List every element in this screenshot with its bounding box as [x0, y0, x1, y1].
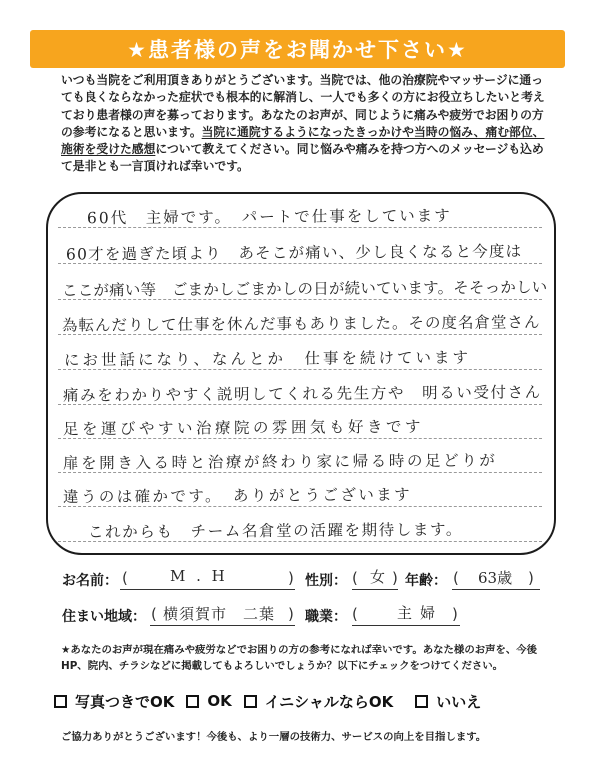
option-label: イニシャルならOK [264, 692, 394, 711]
paren-open: ( [352, 605, 358, 623]
intro-text-part2: について教えてください。同じ悩みや痛みを持つ方へのメッセージも込めて是非とも一言頂ければ幸いです。 [61, 142, 544, 174]
paren-close: ) [288, 569, 294, 587]
paren-close: ) [452, 605, 458, 623]
job-value: 主婦 [397, 604, 444, 622]
testimonial-line-8: 扉を開き入る時と治療が終わり家に帰る時の足どりが [62, 451, 498, 473]
intro-text [61, 72, 551, 176]
paren-open: ( [352, 569, 358, 587]
testimonial-line-5: にお世話になり、なんとか 仕事を続けています [63, 348, 472, 370]
name-label: お名前： [62, 573, 118, 589]
intro-underlined: 当院に通院するようになったきっかけや当時の悩み、痛む部位、施術を受けた感想 [61, 124, 545, 157]
option-label: OK [207, 692, 232, 710]
testimonial-line-4: 為転んだりして仕事を休んだ事もありました。その度名倉堂さん [61, 313, 541, 335]
title-banner: ★患者様の声をお聞かせ下さい★ [30, 30, 565, 68]
consent-options [54, 690, 554, 712]
footer-thanks: ご協力ありがとうございます！今後も、より一層の技術力、サービスの向上を目指します。 [61, 731, 487, 743]
job-label: 職業： [305, 609, 347, 625]
age-underline [452, 589, 540, 590]
paren-open: ( [453, 569, 459, 587]
option-label: いいえ [436, 692, 482, 711]
testimonial-line-6: 痛みをわかりやすく説明してくれる先生方や 明るい受付さん [62, 383, 542, 405]
intro-text-part1: いつも当院をご利用頂きありがとうございます。当院では、他の治療院やマッサージに通っても良くならなかった症状でも根本的に解消し、一人でも多くの方にお役立ちしたいと考えており患者様の声を募っております。あなたのお声が、同じように痛みや疲労でお困りの方の参考になると思います。 [61, 73, 545, 139]
checkbox[interactable] [54, 695, 67, 708]
testimonial-line-10: これからも チーム名倉堂の活躍を期待します。 [87, 520, 464, 542]
gender-underline [352, 589, 398, 590]
testimonial-line-3: ここが痛い等 ごまかしごまかしの日が続いています。そそっかしい [61, 278, 548, 300]
paren-close: ) [288, 605, 294, 623]
consent-note: ★あなたのお声が現在痛みや疲労などでお困りの方の参考になれば幸いです。あなた様のお声を、今後HP、院内、チラシなどに掲載してもよろしいでしょうか？以下にチェックをつけてください。 [61, 644, 538, 672]
testimonial-line-2: 60才を過ぎた頃より あそこが痛い、少し良くなると今度は [65, 242, 523, 264]
option-no[interactable] [415, 691, 481, 712]
paren-close: ) [392, 569, 398, 587]
testimonial-line-7: 足を運びやすい治療院の雰囲気も好きです [62, 417, 425, 439]
checkbox[interactable] [244, 695, 257, 708]
checkbox[interactable] [186, 695, 199, 708]
job-underline [352, 625, 460, 626]
age-value: 63歳 [478, 569, 513, 587]
gender-label: 性別： [305, 573, 347, 589]
option-ok[interactable] [186, 692, 231, 710]
paren-open: ( [151, 605, 157, 623]
testimonial-line-9: 違うのは確かです。 ありがとうございます [62, 485, 413, 507]
name-value: M . H [170, 567, 228, 585]
testimonial-line-1: 60代 主婦です。 パートで仕事をしています [86, 206, 452, 228]
gender-value: 女 [370, 568, 386, 586]
age-label: 年齢： [405, 573, 447, 589]
area-underline [150, 625, 295, 626]
paren-open: ( [122, 569, 128, 587]
area-label: 住まい地域： [62, 609, 146, 625]
area-value: 横須賀市 二葉 [163, 605, 276, 623]
paren-close: ) [528, 569, 534, 587]
option-initial-ok[interactable] [244, 691, 393, 712]
option-photo-ok[interactable] [54, 691, 174, 712]
checkbox[interactable] [415, 695, 428, 708]
option-label: 写真つきでOK [75, 692, 175, 711]
name-underline [120, 589, 295, 590]
